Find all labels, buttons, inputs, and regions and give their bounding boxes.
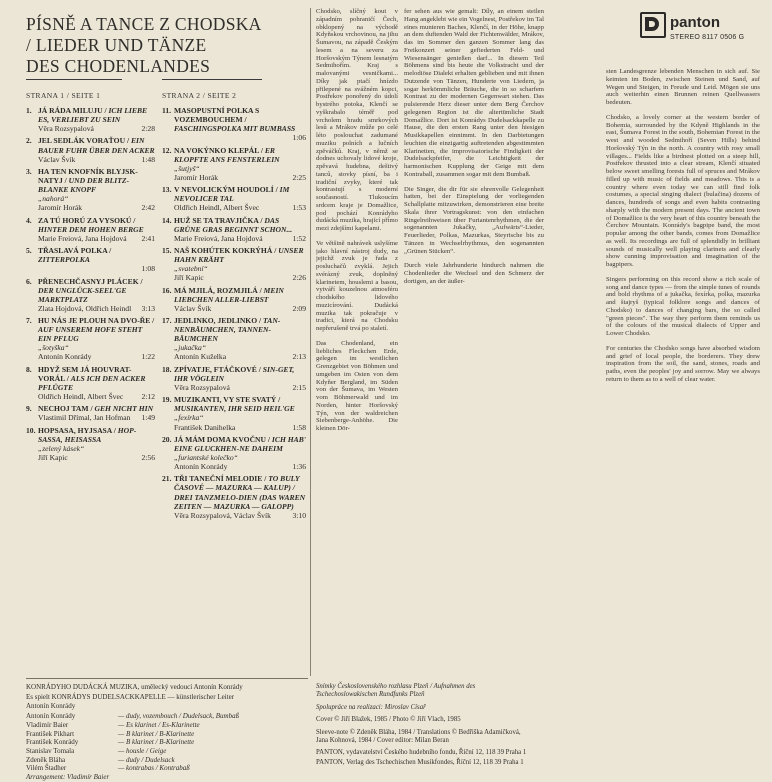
track-number: 20. xyxy=(162,434,172,444)
track-duration: 2:41 xyxy=(141,233,155,243)
track-credit: Jaromír Horák 2:25 xyxy=(174,172,306,182)
label-name: panton xyxy=(670,14,720,31)
paragraph: Die Singer, die dir für sie ehrenvolle Gelegenheit hatten, bei der Einspielung der vorliegenden Schallplatte mitzuwirken, demonstrieren eine breite Skala ihrer Vortragskunst: von den einfachen Ringelreihweisen über Furiantenrhythmen, die der sogenannten Jukačky, „Aufwärts“-Lieder, Feuerlieder, Polkas, Mazurkas, Steyrische bis zu Tänzen in Wechselrhythmus, den sogenannten „Grünen Stücken“. xyxy=(404,185,544,255)
track-title: NAŠ KOHÚTEK KOKRÝHÁ / UNSER HAHN KRÄHT xyxy=(174,246,304,265)
track-subtitle: „šutjyš“ xyxy=(174,163,200,173)
track-title: ZA TÚ HORÚ ZA VYSOKÚ / HINTER DEM HOHEN BERGE xyxy=(38,215,144,234)
member-role: — dudy / Dudelsack xyxy=(118,755,175,764)
track-item xyxy=(162,185,306,212)
paragraph: sten Landesgrenze lebenden Menschen in sich auf. Sie keimten im Boden, zwischen Steinen und Sand, auf Wegen und Steigen, in Freude und Leid. Mögen sie uns auch weiterhin einen Brunnen reinen Quellwassers bedeuten. xyxy=(606,68,760,106)
track-title: NA VOKÝNKO KLEPÁL / ER KLOPFTE ANS FENSTERLEIN xyxy=(174,145,280,164)
track-item xyxy=(26,316,155,361)
track-title: HDYŽ SEM JÁ HOUVRAT-VORÁL / ALS ICH DEN ACKER PFLÜGTE xyxy=(38,364,146,392)
label-logo xyxy=(636,8,760,54)
track-title: HOPSASA, HYJSASA / HOP-SASSA, HEISASSA xyxy=(38,425,137,444)
track-number: 16. xyxy=(162,285,172,295)
member-role: — B klarinet / B-Klarinette xyxy=(118,738,195,747)
track-number: 14. xyxy=(162,215,172,225)
member-row xyxy=(26,730,312,739)
track-duration: 2:56 xyxy=(141,452,155,462)
ensemble-leader: Antonín Konrády xyxy=(26,702,76,711)
track-number: 13. xyxy=(162,185,172,195)
title-line-1: PÍSNĚ A TANCE Z CHODSKA xyxy=(26,14,262,34)
track-duration: 1:52 xyxy=(292,233,306,243)
track-duration: 1:48 xyxy=(141,154,155,164)
member-list xyxy=(26,712,312,773)
track-title: JEDLINKO, JEDLINKO / TAN-NENBÄUMCHEN, TANNEN-BÄUMCHEN xyxy=(174,316,281,344)
track-subtitle: „šotyška“ xyxy=(38,343,69,353)
publisher-german: PANTON, Verlag des Tschechischen Musikfondes, Říční 12, 118 39 Praha 1 xyxy=(316,758,524,766)
track-credit: Oldřich Heindl, Albert Švec 1:53 xyxy=(174,203,306,213)
track-number: 18. xyxy=(162,364,172,374)
track-item xyxy=(26,216,155,243)
panton-logo-icon xyxy=(640,12,666,38)
track-number: 15. xyxy=(162,246,172,256)
paragraph: Das Chodenland, ein liebliches Fleckchen Erde, gelegen im westlichen Grenzgebiet von Böhmen und umgeben im Osten von dem Kdyňer Bergland, im Süden von der Šumava, im Westen vom Böhmerwald und im Norden, hinter Horšovský Týn, von der waldreichen Siebenberge-Anhöhe. Die kleinen Dör- xyxy=(316,339,398,432)
track-number: 1. xyxy=(26,106,32,115)
track-item xyxy=(26,246,155,273)
track-title: NECHOJ TAM / GEH NICHT HIN xyxy=(38,404,154,414)
track-number: 17. xyxy=(162,316,172,326)
track-credit: Vlastimil Dřímal, Jan Hofman 1:49 xyxy=(38,413,155,423)
side-2-label: STRANA 2 / SEITE 2 xyxy=(162,91,237,100)
track-item xyxy=(26,365,155,401)
track-number: 4. xyxy=(26,215,32,225)
track-credit: Antonín Konrády 1:22 xyxy=(38,352,155,362)
track-number: 21. xyxy=(162,474,172,484)
track-duration: 3:13 xyxy=(141,303,155,313)
member-name: Zdeněk Bláha xyxy=(26,755,66,764)
album-title xyxy=(26,14,326,77)
paragraph: Chodsko, slíčný kout v západním pohraničí Čech, obklopený na východě Kdyňskou vrchovinou, na jihu Šumavou, na západě Českým lesem a na severu za Horšovským Týnem lesnatým Sedmihořím. Kraj s malovanými vesničkami... Díky jak ptačí hnízdo přilepené na svážném kopci, Postřekov ponořený do údolí bystrého potoka, Klenčí se vyškrabalo téměř pod vrcholem hradu smrkových lesů a Mrákov může po celé léto poslouchat zadumané muziku polních a lučních zpěváčků. Kraj, v němž se dodnes uchovaly lidové kroje, zpěvavá hudebna, deštivý tanců, stovky písní, ba i tradiční zvyky, které tak kontrastují s moderní současností. Tlukoucím srdcem kraje je Domažlice, pod pochází Konrádyho dudácká muzika, hrající přímo mezi zdejšími kapelami. xyxy=(316,8,398,232)
track-item xyxy=(26,404,155,422)
track-duration: 1:06 xyxy=(292,133,306,143)
title-line-2: / LIEDER UND TÄNZE xyxy=(26,35,207,55)
member-name: Vilém Štadher xyxy=(26,764,67,773)
track-duration: 2:28 xyxy=(141,124,155,134)
track-item xyxy=(162,106,306,142)
track-item xyxy=(162,316,306,361)
track-subtitle: „fexírka“ xyxy=(174,413,204,423)
track-title: HA TEN KNOFNÍK BLYJSK-NATYJ / UND DER BLITZ-BLANKE KNOPF xyxy=(38,166,138,195)
track-title: TŘASLAVÁ POLKA / ZITTERPOLKA xyxy=(38,246,112,265)
track-title: MASOPUSTNÍ POLKA S VOZEMBOUCHEM / FASCHINGSPOLKA MIT BUMBASS xyxy=(174,106,296,134)
track-number: 5. xyxy=(26,246,32,256)
track-item xyxy=(162,395,306,431)
divider xyxy=(162,79,262,80)
track-duration: 2:42 xyxy=(141,203,155,213)
track-credit xyxy=(38,264,155,273)
title-line-3: DES CHODENLANDES xyxy=(26,56,211,76)
track-credit: Věra Rozsypalová 2:28 xyxy=(38,124,155,134)
member-name: Stanislav Tomala xyxy=(26,746,75,755)
track-title: HUŽ SE TA TRAVJIČKA / DAS GRÜNE GRAS BEGINNT SCHON... xyxy=(174,215,293,234)
track-title: V NEVOLICKÝM HOUDOLÍ / IM NEVOLICER TAL xyxy=(174,185,290,204)
recording-credit: Snímky Československého rozhlasu Plzeň / Aufnahmen des Tschechoslowakischen Rundfunks Plzeň xyxy=(316,683,476,699)
track-subtitle: „jukačka“ xyxy=(174,343,207,353)
track-credit: Oldřich Heindl, Albert Švec 2:12 xyxy=(38,392,155,402)
track-credit: Jiří Kapic 2:56 xyxy=(38,452,155,462)
track-credit: Jiří Kapic 2:26 xyxy=(174,273,306,283)
track-credit: Václav Švík 1:48 xyxy=(38,154,155,164)
track-number: 6. xyxy=(26,276,32,286)
track-credit: Věra Rozsypalová, Václav Švík 3:10 xyxy=(174,510,306,520)
member-row xyxy=(26,756,312,765)
track-duration: 1:53 xyxy=(292,203,306,213)
sleeve-note-german xyxy=(404,8,544,676)
track-duration: 1:22 xyxy=(141,352,155,362)
column-divider xyxy=(310,8,311,676)
track-number: 10. xyxy=(26,425,36,435)
track-duration: 2:26 xyxy=(292,273,306,283)
ensemble-name-german: Es spielt KONRÁDYS DUDELSACKKAPELLE — künstlerischer Leiter xyxy=(26,692,235,701)
track-subtitle: „zelený kásek“ xyxy=(38,443,85,453)
track-item xyxy=(26,167,155,212)
track-title: MÁ MJILÁ, ROZMJILÁ / MEIN LIEBCHEN ALLER-LIEBST xyxy=(174,285,284,304)
track-duration: 2:25 xyxy=(292,172,306,182)
track-credit: Jaromír Horák 2:42 xyxy=(38,203,155,213)
ensemble-credits xyxy=(26,683,312,782)
track-credit: Marie Freiová, Jana Hojdová 1:52 xyxy=(174,233,306,243)
member-name: František Pikhart xyxy=(26,729,75,738)
member-role: — kontrabas / Kontrabaß xyxy=(118,764,190,773)
publisher-czech: PANTON, vydavatelství Českého hudebního fondu, Říční 12, 118 39 Praha 1 xyxy=(316,749,527,757)
track-duration: 1:49 xyxy=(141,413,155,423)
paragraph: fer sehen aus wie gemalt: Díly, an einem steilen Hang angeklebt wie ein Vogelnest, Postřekov im Tal eines munteren Baches, Klenčí, in der Höhe, knapp an dem duftenden Wald der Fichtenwälder, Mrákov, das im Sommer den ganzen Sommer lang das Freikonzert seiner gefiederten Feld- und Wiesensänger genießen darf... In diesem Teil Böhmens sind bis heute die Volkstracht und der melodiöse Dialekt erhalten geblieben und mit ihnen Dutzende von Tänzen, Hunderte von Liedern, ja sogar herkömmliche Bräuche, die in so scharfem Kontrast zu der modernen Gegenwart stehen. Das pulsierende Herz dieser unter dem Berg Čerchov gelegenen Region ist die altertümliche Stadt Domažlice. Dort ist Konrádys Dudelsackkapelle zu Hause, die den ersten Rang unter den hiesigen Musikkapellen einnimmt. In den Darbietungen leuchten die einzigartig auftretenden abgestimmten Klarinetten, die improvisatorische Findigkeit der Dudelsackpfeifer, die Leichtigkeit der harmonischen Kupplung der Geige mit dem Kontraball, zusammen sogar mit dem Bumbaß. xyxy=(404,8,544,178)
track-duration: 2:09 xyxy=(292,303,306,313)
tracklist-side-2 xyxy=(162,106,306,523)
track-subtitle: „nahorá“ xyxy=(38,194,69,204)
track-item xyxy=(26,277,155,313)
track-number: 3. xyxy=(26,166,32,176)
sleeve-note-english xyxy=(606,68,760,763)
track-title: HU NÁS JE PLOUH NA DVO-ŘE / AUF UNSEREM HOFE STEHT EIN PFLUG xyxy=(38,316,155,344)
track-title: PŘENECHČASNYJ PLÁCEK / DER UNGLÜCK-SEEL'GE MARKTPLATZ xyxy=(38,276,143,304)
divider xyxy=(26,678,308,679)
track-item xyxy=(162,146,306,182)
paragraph: Ve většině nahrávek uslyšíme jako hlavní nástroj dudy, na jejichž zvuk je řada z posluchačů zvyklá. Jejich svérázný zvuk, doplněný klarinetem, houslemi a basou, vytváří kouzelnou atmosféru chodského lidového muzicírování. Dudácká muzika tak pokračuje v tradici, která na Chodsku nepřerušeně trvá po staletí. xyxy=(316,239,398,332)
paragraph: For centuries the Chodsko songs have absorbed wisdom and grief of local people, the borderers. They drew inspiration from the soil, the sand, stones, roads and paths, even the peoples' joy and sorrow. May we always return to them as to a well of clear water. xyxy=(606,344,760,383)
track-duration: 2:13 xyxy=(292,352,306,362)
sleeve-note-credit: Sleeve-note © Zdeněk Bláha, 1984 / Translations © Bedřiška Adamičková, Jana Kohnová, 1984 / Cover editor: Milan Beran xyxy=(316,728,521,745)
track-item xyxy=(162,435,306,471)
track-number: 19. xyxy=(162,395,172,405)
track-title: ZPÍVATJE, FTÁČKOVÉ / SIN-GET, IHR VÖGLEIN xyxy=(174,364,295,383)
member-row xyxy=(26,712,312,721)
ensemble-name-czech: KONRÁDYHO DUDÁCKÁ MUZIKA, umělecký vedoucí Antonín Konrády xyxy=(26,683,243,691)
track-item xyxy=(26,426,155,462)
arrangement-credit: Arrangement: Vladimír Baier xyxy=(26,773,110,782)
catalog-number: STEREO 8117 0506 G xyxy=(670,34,745,41)
track-title: JÁ RÁDA MILUJU / ICH LIEBE ES, VERLIEBT ZU SEIN xyxy=(38,106,148,125)
track-credit: Zlata Hojdová, Oldřich Heindl 3:13 xyxy=(38,303,155,313)
track-number: 8. xyxy=(26,364,32,374)
production-credits xyxy=(316,683,530,771)
member-row xyxy=(26,738,312,747)
track-credit: Věra Rozsypalová 2:15 xyxy=(174,382,306,392)
track-duration: 2:12 xyxy=(141,392,155,402)
track-credit: Antonín Kuželka 2:13 xyxy=(174,352,306,362)
track-number: 12. xyxy=(162,145,172,155)
track-item xyxy=(162,246,306,282)
paragraph: Singers performing on this record show a rich scale of song and dance types — from the simple tunes of rounds and bold rhythms of a jukačka, fexírka, polka, mazurka and štajryš (typical folklore songs and dances of Chodsko) to dances of changing bars, the so called "green pieces". The way they perform them reminds us of the colours of the musical dialects of Upper and Lower Chodsko. xyxy=(606,275,760,337)
member-role: — Es klarinet / Es-Klarinette xyxy=(118,720,200,729)
track-number: 2. xyxy=(26,136,32,146)
track-credit: Václav Švík 2:09 xyxy=(174,303,306,313)
track-credit: Marie Freiová, Jana Hojdová 2:41 xyxy=(38,233,155,243)
track-duration: 3:10 xyxy=(292,510,306,520)
member-row xyxy=(26,721,312,730)
paragraph: Durch viele Jahrhunderte hindurch nahmen die Chodenlieder die Wechsel und den Schmerz der dortigen, an der äußer- xyxy=(404,262,544,285)
divider xyxy=(26,79,122,80)
member-row xyxy=(26,764,312,773)
track-item xyxy=(162,365,306,392)
cooperation-credit: Spolupráce na realizaci: Miroslav Císař xyxy=(316,703,426,711)
track-number: 7. xyxy=(26,316,32,326)
track-number: 11. xyxy=(162,106,172,115)
track-item xyxy=(26,106,155,133)
side-1-label: STRANA 1 / SEITE 1 xyxy=(26,91,101,100)
member-name: Vladimír Baier xyxy=(26,720,69,729)
track-title: JÁ MÁM DOMA KVOČNU / ICH HAB' EINE GLUCKHEN-NE DAHEIM xyxy=(174,434,306,453)
track-item xyxy=(26,136,155,163)
member-role: — dudy, vozembouch / Dudelsack, Bumbaß xyxy=(118,712,240,721)
member-row xyxy=(26,747,312,756)
paragraph: Chodsko, a lovely corner at the western border of Bohemia, surrounded by the Kdyně Highlands in the east, Šumava Forest in the south, Bohemian Forest in the west and wooded Sedmihoří (Seven Hills) behind Horšovský Týn in the north. A country with rosy small villages... Fields like a birdnest plotted on a steep hill, Postřekov thrusted into a clear stream, Klenčí situated below sweet smelling forests full of spruces and Mrákov filled up with music of fields and meadows. This is a country where even today we can still find folk costumes, a special singing dialect (bulačina) dozens of dances, hundreds of songs and even habits contrasting sharply with the modern present days. The ancient town of Domažlice is the very heart of this country beneath the Čerchov Mountain. Konrády's bagpipe band, the most popular among the other bands, comes from Domažlice as well. Its recordings are full of splendidly in brilliant sounds of musically well playing clarinets and clearly show cunning improvisation and imagination of the bagpipers. xyxy=(606,113,760,268)
track-credit: Antonín Konrády 1:36 xyxy=(174,462,306,472)
member-role: — housle / Geige xyxy=(118,746,167,755)
member-name: František Konrády xyxy=(26,738,79,747)
track-subtitle: „furiantské kolečko“ xyxy=(174,452,238,462)
track-title: MUZIKANTI, VY STE SVATÝ / MUSIKANTEN, IHR SEID HEIL'GE xyxy=(174,395,295,414)
track-title: TŘI TANEČNÍ MELODIE / TO BULY ČASOVÉ — MAZURKA — KALUP) / DREI TANZMELO-DIEN (DAS WAREN ZEITEN — MAZURKA — GALOPP) xyxy=(174,474,306,511)
track-number: 9. xyxy=(26,404,32,414)
cover-photo-credit: Cover © Jiří Blažek, 1985 / Photo © Jiří Vlach, 1985 xyxy=(316,716,461,724)
track-item xyxy=(162,286,306,313)
tracklist-side-1 xyxy=(26,106,155,465)
track-title: JEL SEDLÁK VORAŤOU / EIN BAUER FUHR ÜBER DEN ACKER xyxy=(38,136,155,155)
track-duration: 2:15 xyxy=(292,382,306,392)
track-duration: 1:58 xyxy=(292,422,306,432)
member-name: Antonín Konrády xyxy=(26,712,76,721)
track-credit: František Danihelka 1:58 xyxy=(174,422,306,432)
track-item xyxy=(162,216,306,243)
track-credit xyxy=(174,133,306,142)
track-subtitle: „svatební“ xyxy=(174,264,208,274)
sleeve-note-czech xyxy=(316,8,398,676)
track-duration: 1:36 xyxy=(292,462,306,472)
track-duration: 1:08 xyxy=(141,264,155,274)
member-role: — B klarinet / B-Klarinette xyxy=(118,729,195,738)
track-item xyxy=(162,474,306,519)
